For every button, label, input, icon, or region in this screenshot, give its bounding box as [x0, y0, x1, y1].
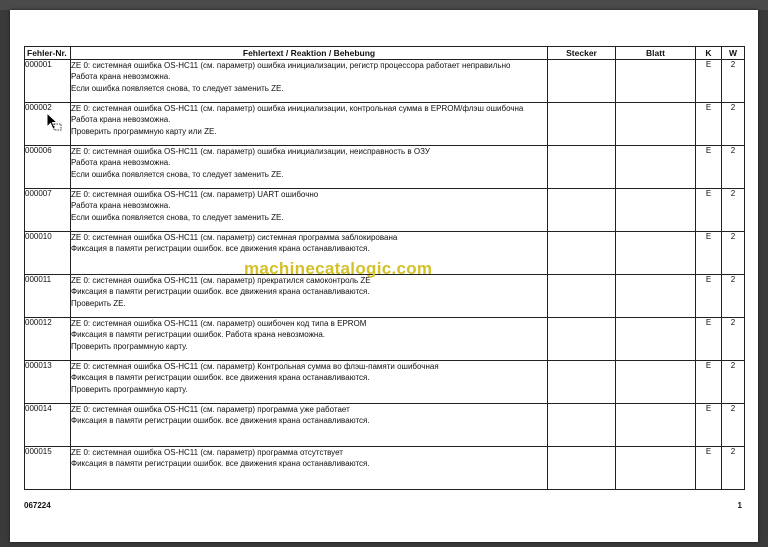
w-cell: 2 — [722, 189, 745, 232]
description-line: ZE 0: системная ошибка OS-HC11 (см. параметр) ошибка инициализации, неисправность в ОЗУ — [71, 147, 430, 156]
error-code: 000006 — [25, 146, 71, 189]
description-line: Работа крана невозможна. — [71, 115, 171, 125]
description-line: Фиксация в памяти регистрации ошибок. все движения крана останавливаются. — [71, 373, 370, 383]
error-code: 000007 — [25, 189, 71, 232]
w-cell: 2 — [722, 103, 745, 146]
error-description — [71, 447, 548, 490]
table-row — [25, 404, 745, 447]
description-line: Фиксация в памяти регистрации ошибок. все движения крана останавливаются. — [71, 416, 370, 426]
description-line: Если ошибка появляется снова, то следует заменить ZE. — [71, 83, 284, 93]
description-line: ZE 0: системная ошибка OS-HC11 (см. параметр) Контрольная сумма во флэш-памяти ошибочная — [71, 362, 439, 371]
blatt-cell — [616, 404, 696, 447]
table-row — [25, 361, 745, 404]
blatt-cell — [616, 447, 696, 490]
error-code: 000015 — [25, 447, 71, 490]
error-description — [71, 60, 548, 103]
error-code: 000001 — [25, 60, 71, 103]
table-row — [25, 447, 745, 490]
description-line: Фиксация в памяти регистрации ошибок. все движения крана останавливаются. — [71, 244, 370, 254]
watermark: machinecatalogic.com — [244, 259, 433, 278]
error-code: 000013 — [25, 361, 71, 404]
description-line: ZE 0: системная ошибка OS-HC11 (см. параметр) ошибочен код типа в EPROM — [71, 319, 367, 328]
blatt-cell — [616, 275, 696, 318]
table-row — [25, 275, 745, 318]
error-description — [71, 103, 548, 146]
stecker-cell — [548, 60, 616, 103]
description-line: Работа крана невозможна. — [71, 201, 171, 211]
w-cell: 2 — [722, 146, 745, 189]
error-description — [71, 404, 548, 447]
blatt-cell — [616, 103, 696, 146]
description-line: Проверить программную карту. — [71, 384, 188, 394]
error-description — [71, 275, 548, 318]
description-line: ZE 0: системная ошибка OS-HC11 (см. параметр) ошибка инициализации, контрольная сумма в EPROM/флэш ошибочна — [71, 104, 524, 113]
description-line: Проверить программную карту или ZE. — [71, 126, 217, 136]
k-cell: E — [696, 447, 722, 490]
description-line: ZE 0: системная ошибка OS-HC11 (см. параметр) системная программа заблокирована — [71, 233, 398, 242]
blatt-cell — [616, 232, 696, 275]
description-line: Работа крана невозможна. — [71, 158, 171, 168]
stecker-cell — [548, 447, 616, 490]
document-page — [10, 10, 758, 542]
blatt-cell — [616, 146, 696, 189]
header-fehler-nr: Fehler-Nr. — [25, 47, 71, 60]
error-code: 000002 — [25, 103, 71, 146]
k-cell: E — [696, 404, 722, 447]
header-k: K — [696, 47, 722, 60]
error-code: 000012 — [25, 318, 71, 361]
document-number: 067224 — [24, 501, 51, 510]
stecker-cell — [548, 103, 616, 146]
header-stecker: Stecker — [548, 47, 616, 60]
table-row — [25, 60, 745, 103]
description-line: Если ошибка появляется снова, то следует заменить ZE. — [71, 169, 284, 179]
description-line: Фиксация в памяти регистрации ошибок. все движения крана останавливаются. — [71, 287, 370, 297]
table-row — [25, 189, 745, 232]
error-code: 000010 — [25, 232, 71, 275]
w-cell: 2 — [722, 447, 745, 490]
pointer-cursor-icon — [46, 112, 62, 134]
blatt-cell — [616, 60, 696, 103]
description-line: Если ошибка появляется снова, то следует заменить ZE. — [71, 212, 284, 222]
stecker-cell — [548, 361, 616, 404]
stecker-cell — [548, 189, 616, 232]
k-cell: E — [696, 146, 722, 189]
error-description — [71, 146, 548, 189]
description-line: Фиксация в памяти регистрации ошибок. все движения крана останавливаются. — [71, 459, 370, 469]
header-fehlertext: Fehlertext / Reaktion / Behebung — [71, 47, 548, 60]
k-cell: E — [696, 189, 722, 232]
header-blatt: Blatt — [616, 47, 696, 60]
stecker-cell — [548, 318, 616, 361]
description-line: Проверить программную карту. — [71, 341, 188, 351]
description-line: ZE 0: системная ошибка OS-HC11 (см. параметр) ошибка инициализации, регистр процессора работает неправильно — [71, 61, 511, 70]
blatt-cell — [616, 318, 696, 361]
k-cell: E — [696, 103, 722, 146]
blatt-cell — [616, 189, 696, 232]
description-line: ZE 0: системная ошибка OS-HC11 (см. параметр) программа уже работает — [71, 405, 350, 414]
w-cell: 2 — [722, 361, 745, 404]
w-cell: 2 — [722, 404, 745, 447]
description-line: Фиксация в памяти регистрации ошибок. Работа крана невозможна. — [71, 330, 326, 340]
w-cell: 2 — [722, 60, 745, 103]
error-code: 000014 — [25, 404, 71, 447]
table-row — [25, 103, 745, 146]
stecker-cell — [548, 232, 616, 275]
error-code: 000011 — [25, 275, 71, 318]
w-cell: 2 — [722, 275, 745, 318]
k-cell: E — [696, 60, 722, 103]
error-description — [71, 189, 548, 232]
header-w: W — [722, 47, 745, 60]
w-cell: 2 — [722, 232, 745, 275]
k-cell: E — [696, 275, 722, 318]
stecker-cell — [548, 146, 616, 189]
page-number: 1 — [737, 501, 742, 510]
description-line: ZE 0: системная ошибка OS-HC11 (см. параметр) прекратился самоконтроль ZE — [71, 276, 371, 285]
description-line: Работа крана невозможна. — [71, 72, 171, 82]
stecker-cell — [548, 404, 616, 447]
k-cell: E — [696, 318, 722, 361]
description-line: ZE 0: системная ошибка OS-HC11 (см. параметр) программа отсутствует — [71, 448, 343, 457]
error-description — [71, 361, 548, 404]
table-row — [25, 318, 745, 361]
w-cell: 2 — [722, 318, 745, 361]
blatt-cell — [616, 361, 696, 404]
stecker-cell — [548, 275, 616, 318]
description-line: ZE 0: системная ошибка OS-HC11 (см. параметр) UART ошибочно — [71, 190, 319, 199]
error-description — [71, 318, 548, 361]
table-header-row — [25, 47, 745, 60]
viewer-toolbar — [0, 0, 768, 10]
table-row — [25, 146, 745, 189]
description-line: Проверить ZE. — [71, 298, 126, 308]
k-cell: E — [696, 232, 722, 275]
k-cell: E — [696, 361, 722, 404]
